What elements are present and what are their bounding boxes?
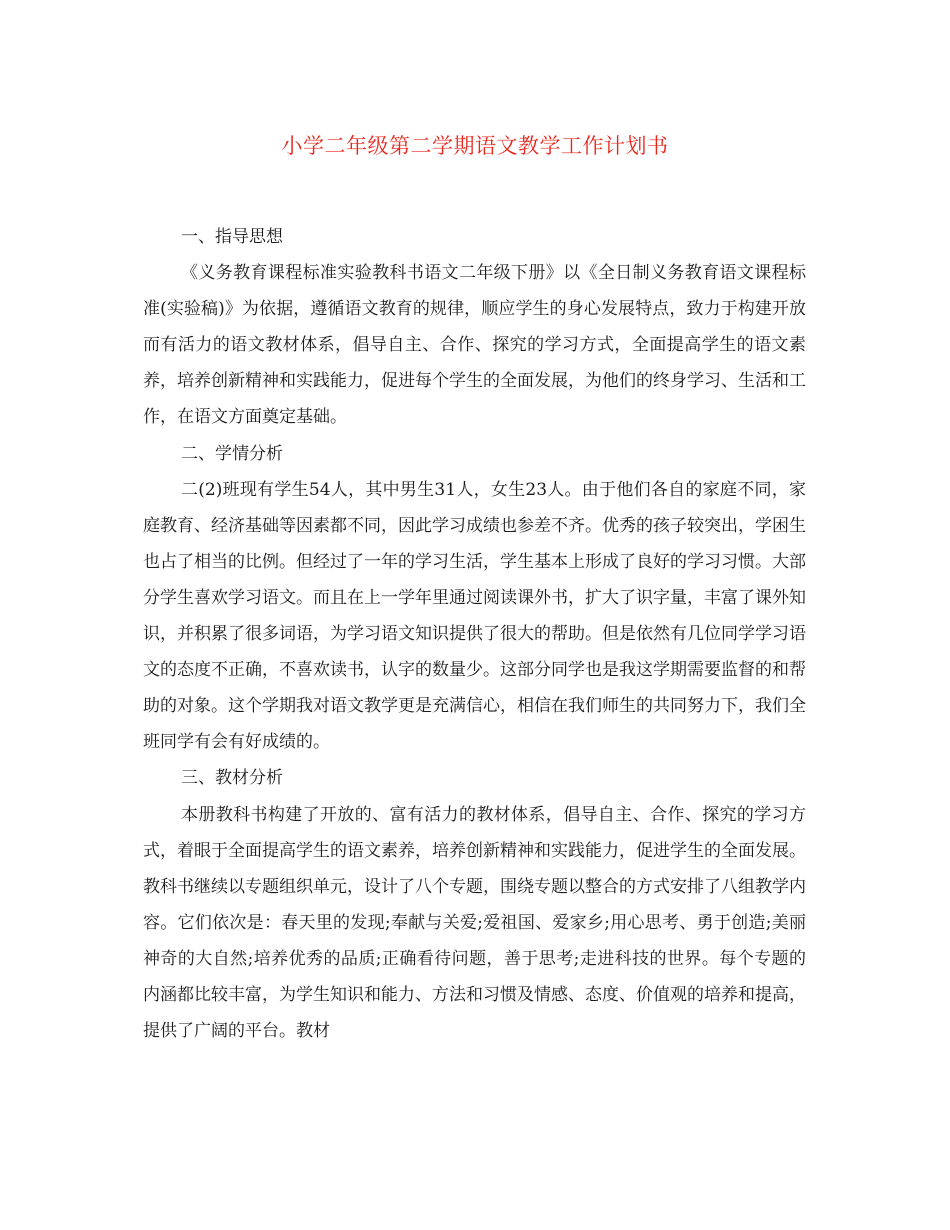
document-body — [143, 219, 806, 1049]
document-title: 小学二年级第二学期语文教学工作计划书 — [281, 134, 669, 158]
section-heading-student-analysis: 二、学情分析 — [181, 443, 283, 464]
section-paragraph-student-analysis: 二(2)班现有学生54人，其中男生31人，女生23人。由于他们各自的家庭不同，家庭教育、经济基础等因素都不同，因此学习成绩也参差不齐。优秀的孩子较突出，学困生也占了相当的比例。但经过了一年的学习生活，学生基本上形成了良好的学习习惯。大部分学生喜欢学习语文。而且在上一学年里通过阅读课外书，扩大了识字量，丰富了课外知识，并积累了很多词语，为学习语文知识提供了很大的帮助。但是依然有几位同学学习语文的态度不正确，不喜欢读书，认字的数量少。这部分同学也是我这学期需要监督的和帮助的对象。这个学期我对语文教学更是充满信心，相信在我们师生的共同努力下，我们全班同学有会有好成绩的。 — [143, 479, 806, 753]
section-heading-textbook-analysis: 三、教材分析 — [181, 768, 283, 789]
section-heading-guiding-ideology: 一、指导思想 — [181, 227, 283, 247]
section-paragraph-guiding-ideology: 《义务教育课程标准实验教科书语文二年级下册》以《全日制义务教育语文课程标准(实验稿)》为依据，遵循语文教育的规律，顺应学生的身心发展特点，致力于构建开放而有活力的语文教材体系，倡导自主、合作、探究的学习方式，全面提高学生的语文素养，培养创新精神和实践能力，促进每个学生的全面发展，为他们的终身学习、生活和工作，在语文方面奠定基础。 — [143, 263, 806, 428]
section-paragraph-textbook-analysis: 本册教科书构建了开放的、富有活力的教材体系，倡导自主、合作、探究的学习方式，着眼于全面提高学生的语文素养，培养创新精神和实践能力，促进学生的全面发展。教科书继续以专题组织单元，设计了八个专题，围绕专题以整合的方式安排了八组教学内容。它们依次是：春天里的发现;奉献与关爱;爱祖国、爱家乡;用心思考、勇于创造;美丽神奇的大自然;培养优秀的品质;正确看待问题，善于思考;走进科技的世界。每个专题的内涵都比较丰富，为学生知识和能力、方法和习惯及情感、态度、价值观的培养和提高，提供了广阔的平台。教材 — [143, 804, 806, 1042]
